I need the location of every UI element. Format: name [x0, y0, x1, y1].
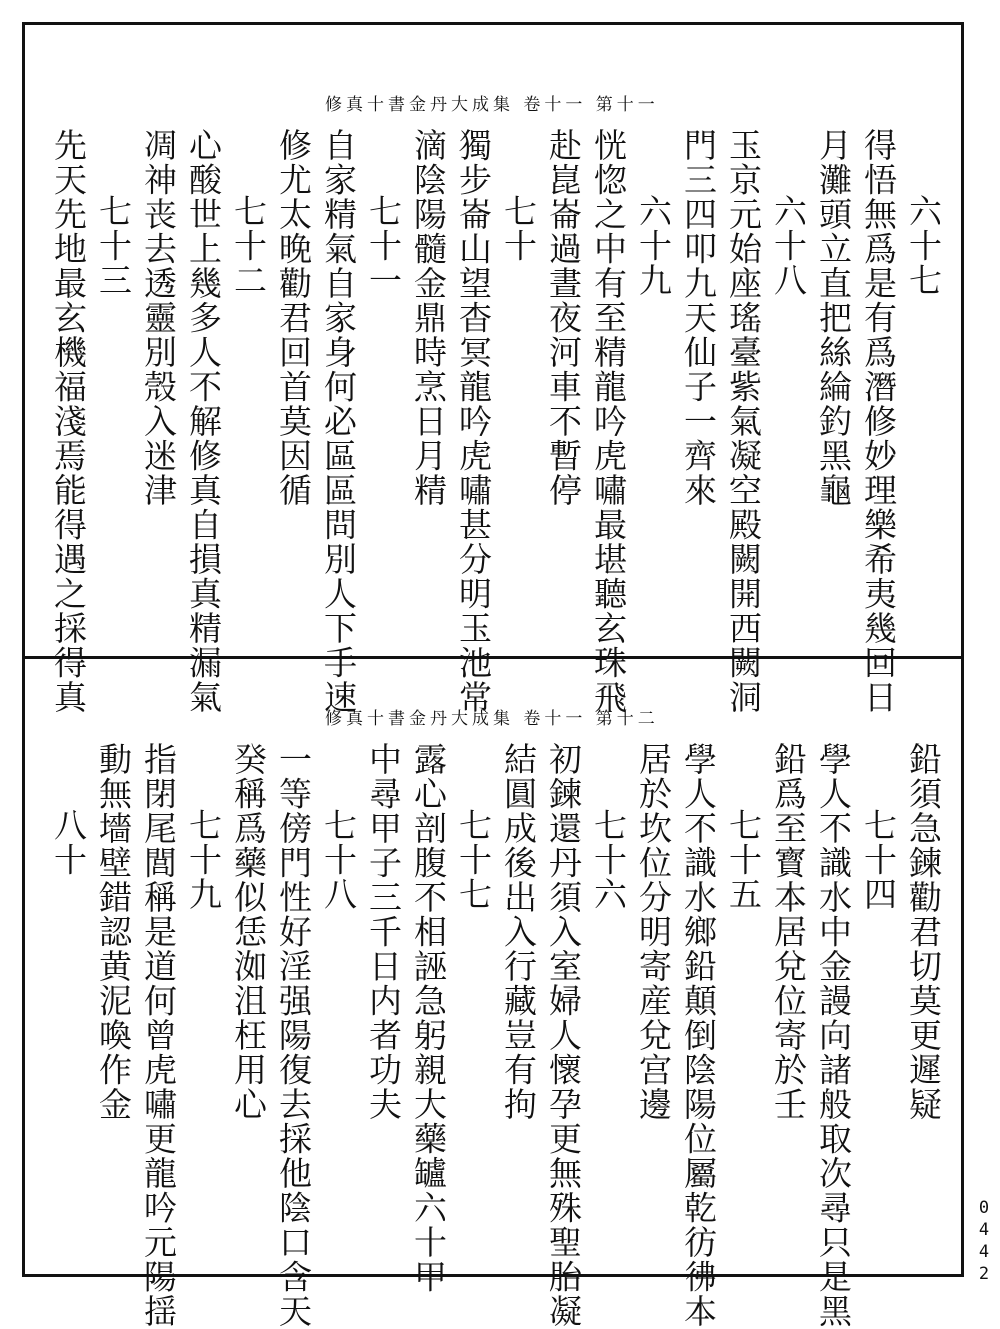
poem-number: 七十九 [184, 808, 223, 912]
poem-number: 七十四 [859, 808, 898, 912]
poem-number: 八十 [49, 808, 88, 877]
text-column: 修尤太晚勸君回首莫因循 [274, 128, 313, 508]
text-column: 鉛爲至寳本居兌位寄於壬 [769, 742, 808, 1122]
text-column: 動無墻壁錯認黄泥喚作金 [94, 742, 133, 1122]
poem-number: 六十九 [634, 194, 673, 298]
text-column: 玉京元始座瑤臺紫氣凝空殿闕開西闕洞 [724, 128, 763, 715]
top-page-text [40, 128, 943, 715]
text-column: 初鍊還丹須入室婦人懷孕更無殊聖胎凝 [544, 742, 583, 1329]
text-column: 得悟無爲是有爲潛修妙理樂希夷幾回日 [859, 128, 898, 715]
poem-number: 七十七 [454, 808, 493, 912]
text-column: 一等傍門性好淫强陽復去採他陰口含天 [274, 742, 313, 1329]
poem-number: 六十七 [904, 194, 943, 298]
poem-number: 七十一 [364, 194, 403, 298]
text-column: 赴崑崙過晝夜河車不暫停 [544, 128, 583, 508]
text-column: 癸稱爲藥似恁洳沮枉用心 [229, 742, 268, 1122]
text-column: 月灘頭立直把絲綸釣黑龜 [814, 128, 853, 508]
text-column: 獨步崙山望杳冥龍吟虎嘯甚分明玉池常 [454, 128, 493, 715]
margin-page-number: 0442 [974, 1198, 994, 1286]
poem-number: 七十六 [589, 808, 628, 912]
text-column: 門三四叩九天仙子一齊來 [679, 128, 718, 508]
text-column: 居於坎位分明寄産兌宫邊 [634, 742, 673, 1122]
text-column: 學人不識水中金謾向諸般取次尋只是黑 [814, 742, 853, 1329]
text-column: 心酸世上幾多人不解修真自損真精漏氣 [184, 128, 223, 715]
text-column: 滴陰陽髓金鼎時烹日月精 [409, 128, 448, 508]
poem-number: 七十二 [229, 194, 268, 298]
top-page-header: 修真十書金丹大成集 卷十一 第十一 [325, 95, 659, 115]
text-column: 先天先地最玄機福淺焉能得遇之採得真 [49, 128, 88, 715]
text-column: 學人不識水鄉鉛顛倒陰陽位屬乾彷彿本 [679, 742, 718, 1329]
text-column: 露心剖腹不相誣急躬親大藥罏六十甲 [409, 742, 448, 1294]
poem-number: 七十五 [724, 808, 763, 912]
poem-number: 七十八 [319, 808, 358, 912]
poem-number: 六十八 [769, 194, 808, 298]
text-column: 凋神丧去透靈別殼入迷津 [139, 128, 178, 508]
text-column: 指閉尾閭稱是道何曾虎嘯更龍吟元陽揺 [139, 742, 178, 1329]
poem-number: 七十三 [94, 194, 133, 298]
text-column: 結圓成後出入行藏豈有拘 [499, 742, 538, 1122]
poem-number: 七十 [499, 194, 538, 263]
text-column: 中尋甲子三千日内者功夫 [364, 742, 403, 1122]
text-column: 鉛須急鍊勸君切莫更遲疑 [904, 742, 943, 1122]
page-divider [22, 656, 964, 659]
bottom-page-text [40, 742, 943, 1329]
text-column: 恍惚之中有至精龍吟虎嘯最堪聽玄珠飛 [589, 128, 628, 715]
text-column: 自家精氣自家身何必區區問別人下手速 [319, 128, 358, 715]
bottom-page-header: 修真十書金丹大成集 卷十一 第十二 [325, 709, 659, 729]
